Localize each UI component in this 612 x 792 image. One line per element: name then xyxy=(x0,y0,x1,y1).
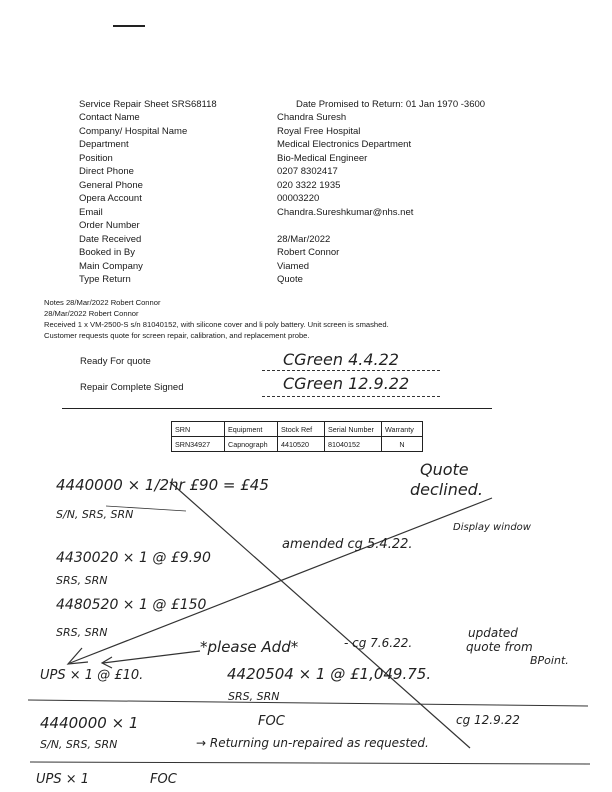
field-value: Quote xyxy=(277,274,303,285)
handwritten-sub: S/N, SRS, SRN xyxy=(40,738,118,751)
field-value: 28/Mar/2022 xyxy=(277,233,331,245)
field-value: 020 3322 1935 xyxy=(277,179,341,191)
returning-note: → Returning un-repaired as requested. xyxy=(196,736,429,750)
field-label: Department xyxy=(79,139,129,150)
field-value: Robert Connor xyxy=(277,247,340,258)
ups-line: UPS × 1 xyxy=(36,772,90,787)
field-value: Medical Electronics Department xyxy=(277,139,412,150)
ready-signature: CGreen 4.4.22 xyxy=(283,350,399,369)
updated-quote-note: updated xyxy=(468,626,518,640)
foc-date: cg 12.9.22 xyxy=(456,713,520,727)
table-cell: Capnograph xyxy=(225,437,278,452)
field-label: Company/ Hospital Name xyxy=(79,125,188,137)
updated-quote-note: quote from xyxy=(466,640,533,654)
foc-label: FOC xyxy=(150,772,177,787)
ready-for-quote-label: Ready For quote xyxy=(80,356,151,367)
table-cell: SRN34927 xyxy=(172,437,225,452)
ups-line: UPS × 1 @ £10. xyxy=(40,668,144,683)
handwritten-sub: S/N, SRS, SRN xyxy=(56,508,134,521)
notes-line: 28/Mar/2022 Robert Connor xyxy=(44,309,139,318)
updated-quote-note: BPoint. xyxy=(530,654,569,667)
cross-line-1 xyxy=(170,482,470,748)
amended-note: amended cg 5.4.22. xyxy=(282,537,413,552)
field-value: 00003220 xyxy=(277,193,320,204)
field-label: Opera Account xyxy=(79,193,142,204)
field-value: 0207 8302417 xyxy=(277,166,338,177)
field-label: Contact Name xyxy=(79,112,140,123)
handwritten-line: 4440000 × 1 xyxy=(40,714,139,732)
field-label: Booked in By xyxy=(79,247,135,258)
table-cell: 81040152 xyxy=(325,437,382,452)
sheet-title: Service Repair Sheet SRS68118 xyxy=(79,99,217,110)
complete-signature: CGreen 12.9.22 xyxy=(283,374,410,393)
display-window-note: Display window xyxy=(453,522,531,533)
table-cell: 4410520 xyxy=(278,437,325,452)
field-label: Direct Phone xyxy=(79,166,134,177)
field-label: General Phone xyxy=(79,179,143,191)
date-promised: Date Promised to Return: 01 Jan 1970 -3600 xyxy=(296,99,486,110)
field-value: Chandra Suresh xyxy=(277,112,347,123)
field-value: Royal Free Hospital xyxy=(277,125,361,137)
quote-declined: declined. xyxy=(410,480,483,499)
field-label: Date Received xyxy=(79,233,142,245)
field-label: Position xyxy=(79,152,113,164)
col-header: SRN xyxy=(172,422,225,437)
col-header: Stock Ref xyxy=(278,422,325,437)
repair-complete-label: Repair Complete Signed xyxy=(80,382,184,393)
field-label: Email xyxy=(79,206,103,218)
foc-label: FOC xyxy=(258,714,285,729)
field-label: Type Return xyxy=(79,274,131,285)
foc-divider xyxy=(28,700,588,706)
field-label: Order Number xyxy=(79,220,140,231)
bottom-divider xyxy=(30,762,590,764)
col-header: Equipment xyxy=(225,422,278,437)
email-value: Chandra.Sureshkumar@nhs.net xyxy=(277,206,414,218)
field-value: Viamed xyxy=(277,260,310,272)
handwritten-sub: SRS, SRN xyxy=(56,626,108,639)
handwritten-line: 4480520 × 1 @ £150 xyxy=(56,597,207,613)
field-label: Main Company xyxy=(79,260,143,272)
notes-line: Notes 28/Mar/2022 Robert Connor xyxy=(44,298,161,307)
handwritten-line: 4440000 × 1/2hr £90 = £45 xyxy=(56,476,269,494)
handwritten-line: 4430020 × 1 @ £9.90 xyxy=(56,550,211,566)
please-add-arrow xyxy=(103,651,200,663)
handwritten-sub: SRS, SRN xyxy=(56,574,108,587)
notes-line: Customer requests quote for screen repair, calibration, and replacement probe. xyxy=(44,331,310,340)
field-value: Bio-Medical Engineer xyxy=(277,152,368,164)
arrow-head xyxy=(68,648,88,664)
notes-line: Received 1 x VM-2500-S s/n 81040152, with silicone cover and li poly battery. Unit screen is smashed. xyxy=(44,320,389,329)
please-add-note: *please Add* xyxy=(200,638,299,656)
handwritten-sub: SRS, SRN xyxy=(228,690,280,703)
table-cell: N xyxy=(382,437,423,452)
quote-declined: Quote xyxy=(420,460,469,479)
col-header: Serial Number xyxy=(325,422,382,437)
handwritten-line: 4420504 × 1 @ £1,049.75. xyxy=(227,665,432,683)
col-header: Warranty xyxy=(382,422,423,437)
please-add-date: - cg 7.6.22. xyxy=(344,636,413,650)
